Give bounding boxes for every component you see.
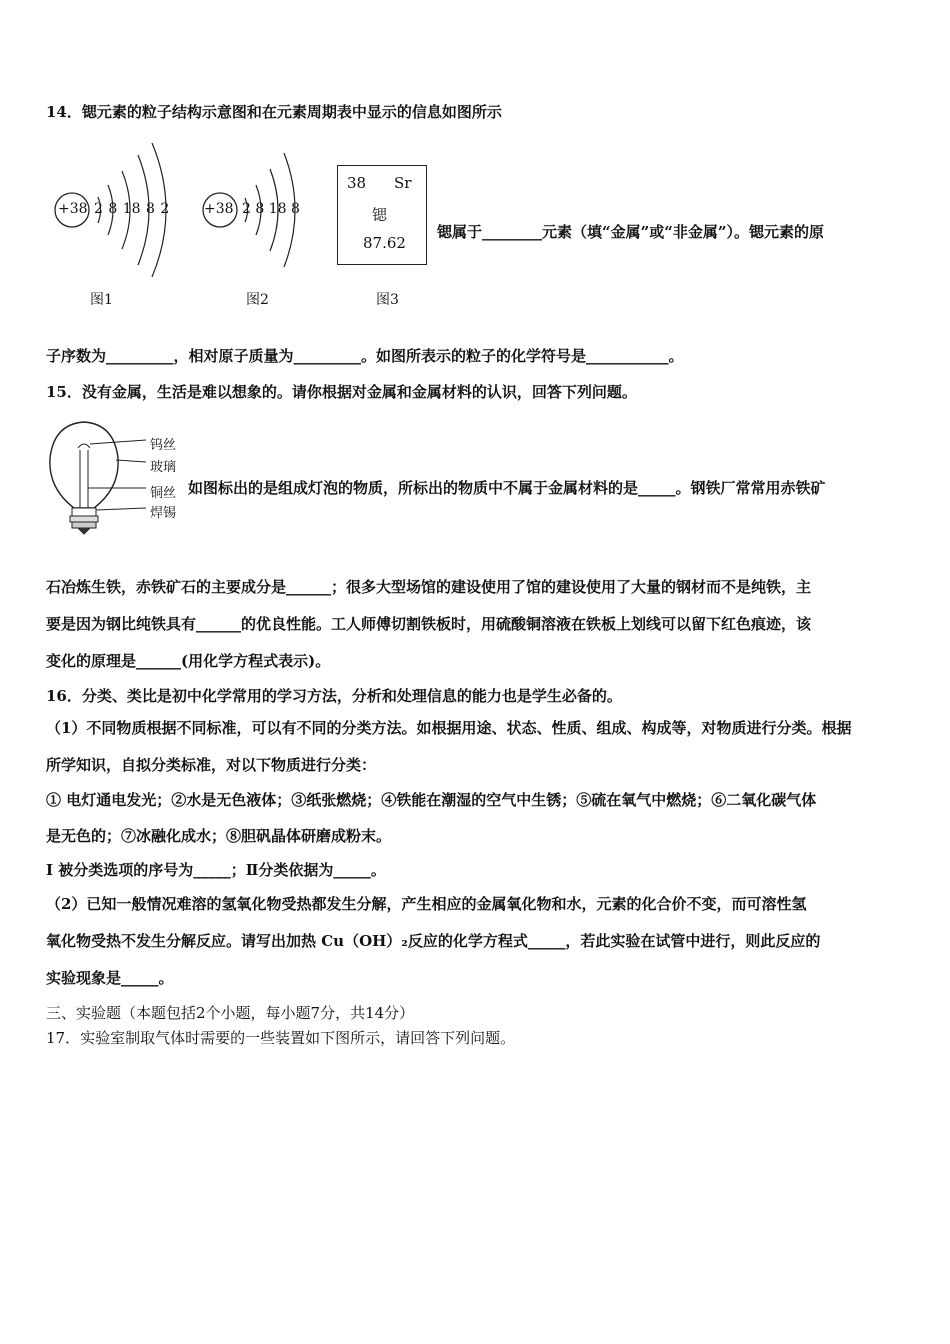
q17-title: 17．实验室制取气体时需要的一些装置如下图所示，请回答下列问题。 [46, 1029, 516, 1047]
element-name: 锶 [372, 206, 388, 224]
q15-title: 15．没有金属，生活是难以想象的。请你根据对金属和金属材料的认识，回答下列问题。 [46, 383, 637, 401]
q16-p1-a: （1）不同物质根据不同标准，可以有不同的分类方法。如根据用途、状态、性质、组成、构成等，对物质进行分类。根据 [46, 719, 852, 737]
fig1-nucleus: +38 [58, 201, 88, 217]
fig1-caption: 图1 [90, 292, 113, 308]
q16-p2-c: 实验现象是_____。 [46, 969, 174, 987]
fig3-caption: 图3 [376, 292, 399, 308]
bulb-label-glass: 玻璃 [150, 460, 177, 475]
atomic-number: 38 [347, 174, 367, 192]
atomic-mass: 87.62 [363, 234, 406, 252]
q14-question-a: 锶属于________元素（填“金属”或“非金属”）。锶元素的原 [437, 223, 825, 241]
fig2-shells: 2 8 18 8 [242, 201, 300, 217]
q16-p1-c: ① 电灯通电发光；②水是无色液体；③纸张燃烧；④铁能在潮湿的空气中生锈；⑤硫在氧气中燃烧；⑥二氧化碳气体 [46, 791, 817, 809]
q14-title: 14．锶元素的粒子结构示意图和在元素周期表中显示的信息如图所示 [46, 103, 502, 121]
q16-p2-b: 氧化物受热不发生分解反应。请写出加热 Cu（OH）₂反应的化学方程式_____，若此实验在试管中进行，则此反应的 [46, 932, 821, 950]
q16-title: 16．分类、类比是初中化学常用的学习方法，分析和处理信息的能力也是学生必备的。 [46, 687, 622, 705]
atom-diagram-fig2 [200, 145, 310, 280]
section3-title: 三、实验题（本题包括2个小题，每小题7分，共14分） [46, 1004, 415, 1022]
fig1-shells: 2 8 18 8 2 [94, 201, 170, 217]
periodic-table-cell [337, 165, 427, 265]
q16-p1-d: 是无色的；⑦冰融化成水；⑧胆矾晶体研磨成粉末。 [46, 827, 392, 845]
element-symbol: Sr [394, 174, 412, 192]
q15-question-a: 如图标出的是组成灯泡的物质，所标出的物质中不属于金属材料的是_____。钢铁厂常常用赤铁矿 [188, 479, 826, 497]
atom-diagram-fig1 [50, 135, 180, 285]
fig2-nucleus: +38 [204, 201, 234, 217]
q16-p2-a: （2）已知一般情况难溶的氢氧化物受热都发生分解，产生相应的金属氧化物和水，元素的化合价不变，而可溶性氢 [46, 895, 807, 913]
q15-question-d: 变化的原理是______(用化学方程式表示)。 [46, 652, 331, 670]
q14-question-b: 子序数为_________，相对原子质量为_________。如图所表示的粒子的化学符号是___________。 [46, 347, 684, 365]
light-bulb-figure [44, 418, 184, 538]
q16-p1-e: I 被分类选项的序号为_____；Ⅱ分类依据为_____。 [46, 861, 386, 879]
q15-question-b: 石冶炼生铁，赤铁矿石的主要成分是______；很多大型场馆的建设使用了馆的建设使用了大量的钢材而不是纯铁，主 [46, 578, 812, 596]
q16-p1-b: 所学知识，自拟分类标准，对以下物质进行分类： [46, 756, 377, 774]
bulb-label-tungsten: 钨丝 [150, 438, 177, 453]
bulb-label-copper: 铜丝 [150, 486, 177, 501]
fig2-caption: 图2 [246, 292, 269, 308]
q15-question-c: 要是因为钢比纯铁具有______的优良性能。工人师傅切割铁板时，用硫酸铜溶液在铁板上划线可以留下红色痕迹，该 [46, 615, 812, 633]
bulb-label-solder: 焊锡 [150, 506, 177, 521]
